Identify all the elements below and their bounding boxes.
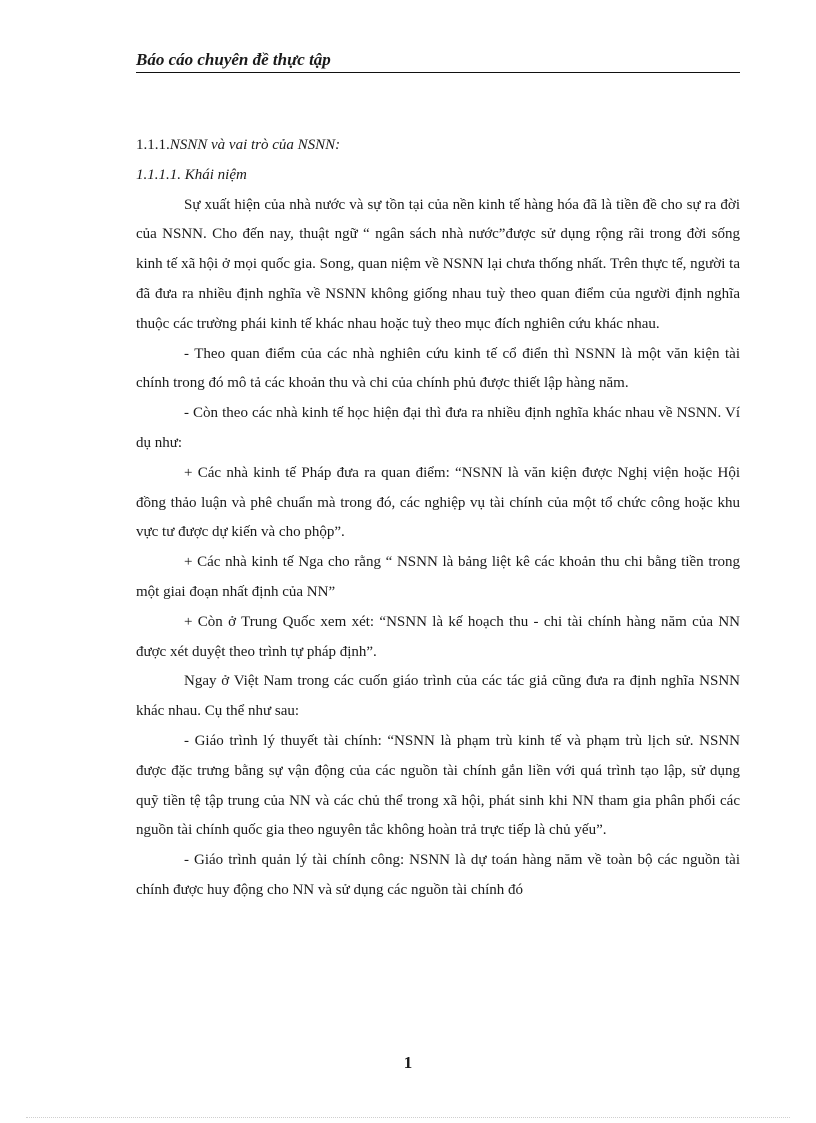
page-header: [136, 50, 740, 73]
section-heading: [136, 131, 740, 161]
paragraph: + Còn ở Trung Quốc xem xét: “NSNN là kế hoạch thu - chi tài chính hàng năm của NN được xét duyệt theo trình tự pháp định”.: [136, 613, 740, 660]
paragraph: Ngay ở Việt Nam trong các cuốn giáo trình của các tác giả cũng đưa ra định nghĩa NSNN khác nhau. Cụ thể như sau:: [136, 673, 740, 720]
paragraph: - Giáo trình lý thuyết tài chính: “NSNN là phạm trù kinh tế và phạm trù lịch sử. NSNN được đặc trưng bằng sự vận động của các nguồn tài chính gắn liền với quá trình tạo lập, sử dụng quỹ tiền tệ tập trung của NN và các chủ thể trong xã hội, phát sinh khi NN tham gia phân phối các nguồn tài chính quốc gia theo nguyên tắc không hoàn trả trực tiếp là chủ yếu”.: [136, 732, 740, 839]
paragraph: - Còn theo các nhà kinh tế học hiện đại thì đưa ra nhiều định nghĩa khác nhau về NSNN. Ví dụ như:: [136, 405, 740, 451]
page-number: 1: [403, 1053, 413, 1072]
section-number: 1.1.1.: [136, 137, 170, 153]
subsection-heading: 1.1.1.1. Khái niệm: [136, 166, 247, 183]
paragraph: + Các nhà kinh tế Pháp đưa ra quan điểm: “NSNN là văn kiện được Nghị viện hoặc Hội đồng thảo luận và phê chuẩn mà trong đó, các nghiệp vụ tài chính của một tổ chức công hoặc khu vực tư được dự kiến và cho phộp”.: [136, 464, 740, 541]
section-title: NSNN và vai trò của NSNN:: [169, 137, 341, 153]
header-title: Báo cáo chuyên đề thực tập: [136, 50, 331, 69]
paragraph: Sự xuất hiện của nhà nước và sự tồn tại của nền kinh tế hàng hóa đã là tiền đề cho sự ra đời của NSNN. Cho đến nay, thuật ngữ “ ngân sách nhà nước”được sử dụng rộng rãi trong đời sống kinh tế xã hội ở mọi quốc gia. Song, quan niệm về NSNN lại chưa thống nhất. Trên thực tế, người ta đã đưa ra nhiều định nghĩa về NSNN không giống nhau tuỳ theo quan điểm của người định nghĩa thuộc các trường phái kinh tế khác nhau hoặc tuỳ theo mục đích nghiên cứu khác nhau.: [136, 196, 740, 332]
paragraph: + Các nhà kinh tế Nga cho rằng “ NSNN là bảng liệt kê các khoản thu chi bằng tiền trong một giai đoạn nhất định của NN”: [136, 554, 740, 600]
document-body: [136, 131, 740, 906]
paragraph: - Theo quan điểm của các nhà nghiên cứu kinh tế cổ điển thì NSNN là một văn kiện tài chính trong đó mô tả các khoản thu và chi của chính phủ được thiết lập hàng năm.: [136, 345, 740, 392]
page-bottom-divider: [26, 1117, 790, 1118]
paragraph: - Giáo trình quản lý tài chính công: NSNN là dự toán hàng năm về toàn bộ các nguồn tài chính được huy động cho NN và sử dụng các nguồn tài chính đó: [136, 852, 740, 898]
